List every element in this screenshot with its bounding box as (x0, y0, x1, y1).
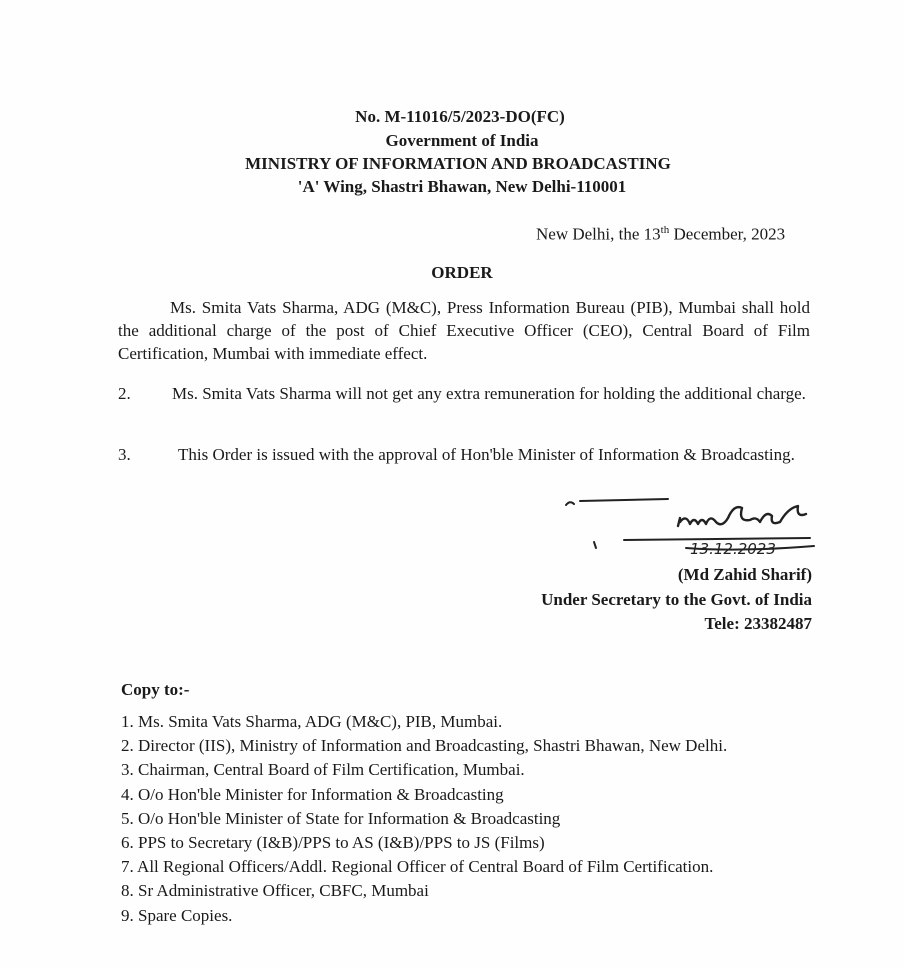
list-item: 3. Chairman, Central Board of Film Certification, Mumbai. (121, 760, 525, 780)
paragraph-2-text: Ms. Smita Vats Sharma will not get any extra remuneration for holding the additional charge. (172, 384, 806, 403)
signature-scrawl (678, 506, 806, 526)
paragraph-3 (118, 443, 810, 466)
paragraph-3-text: This Order is issued with the approval of Hon'ble Minister of Information & Broadcasting. (178, 445, 795, 464)
signature-tick (594, 542, 596, 548)
date-prefix: New Delhi, the 13 (536, 224, 661, 244)
list-item: 2. Director (IIS), Ministry of Information and Broadcasting, Shastri Bhawan, New Delhi. (121, 736, 728, 756)
signature-stroke-top (566, 499, 668, 505)
date-suffix: th (660, 224, 670, 236)
list-item: 9. Spare Copies. (121, 905, 233, 925)
handwritten-signature (560, 490, 820, 565)
address-line: 'A' Wing, Shastri Bhawan, New Delhi-110001 (297, 177, 627, 196)
signature-date-text: 13.12.2023 (690, 540, 776, 558)
copy-to-list (121, 710, 821, 928)
file-number: No. M-11016/5/2023-DO(FC) (355, 107, 565, 126)
ministry-line: MINISTRY OF INFORMATION AND BROADCASTING (245, 154, 671, 173)
signatory-designation: Under Secretary to the Govt. of India (541, 590, 812, 609)
list-item: 5. O/o Hon'ble Minister of State for Information & Broadcasting (121, 808, 561, 828)
list-item: 1. Ms. Smita Vats Sharma, ADG (M&C), PIB, Mumbai. (121, 712, 503, 731)
government-line: Government of India (385, 131, 539, 150)
list-item: 4. O/o Hon'ble Minister for Information & Broadcasting (121, 784, 504, 804)
paragraph-2 (118, 382, 810, 405)
date-rest: December, 2023 (669, 224, 786, 244)
list-item: 6. PPS to Secretary (I&B)/PPS to AS (I&B)/PPS to JS (Films) (121, 833, 545, 853)
paragraph-1: Ms. Smita Vats Sharma, ADG (M&C), Press Information Bureau (PIB), Mumbai shall hold the additional charge of the post of Chief Executive Officer (CEO), Central Board of Film Certification, Mumbai with immediate effect. (118, 298, 810, 363)
list-item: 7. All Regional Officers/Addl. Regional Officer of Central Board of Film Certification. (121, 857, 714, 877)
list-item: 8. Sr Administrative Officer, CBFC, Mumbai (121, 881, 429, 901)
issue-date (536, 224, 785, 245)
signatory-name: (Md Zahid Sharif) (677, 565, 812, 584)
paragraph-2-number: 2. (118, 384, 131, 403)
order-title: ORDER (431, 263, 493, 282)
copy-to-title: Copy to:- (121, 680, 190, 699)
paragraph-3-number: 3. (118, 445, 131, 464)
signatory-telephone: Tele: 23382487 (704, 614, 812, 633)
